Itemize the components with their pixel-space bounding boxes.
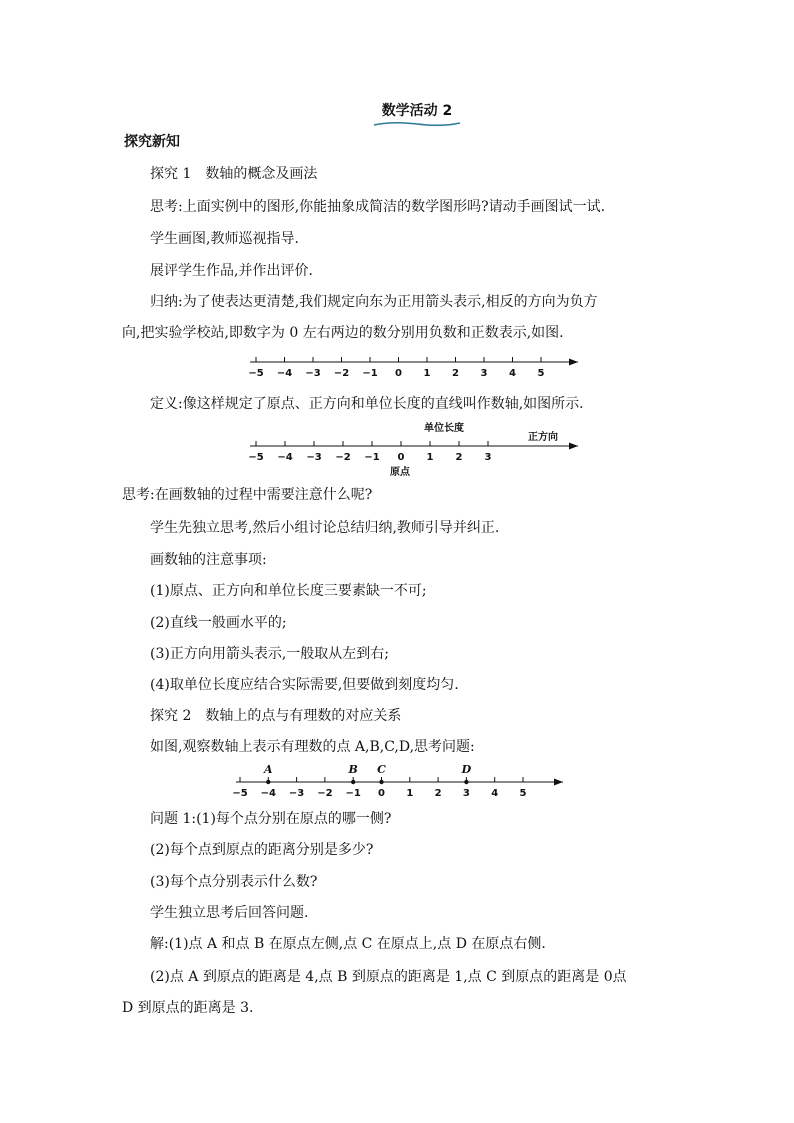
tick-label: 2 [434, 788, 442, 799]
tick-label: −3 [288, 788, 305, 799]
point-label-a: A [264, 763, 273, 776]
tick-label: 3 [462, 788, 470, 799]
solution-2-line-1: (2)点 A 到原点的距离是 4,点 B 到原点的距离是 1,点 C 到原点的距离是 0点 [150, 969, 627, 985]
tick-label: −2 [335, 452, 351, 463]
tick-label: 2 [452, 368, 459, 379]
question-3: (3)每个点分别表示什么数? [150, 874, 318, 890]
positive-direction-label: 正方向 [528, 432, 558, 443]
note-item-1: (1)原点、正方向和单位长度三要素缺一不可; [150, 583, 427, 599]
induction-line-2: 向,把实验学校站,即数字为 0 左右两边的数分别用负数和正数表示,如图. [122, 325, 564, 341]
note-item-4: (4)取单位长度应结合实际需要,但要做到刻度均匀. [150, 677, 459, 693]
tick-label: −3 [306, 452, 322, 463]
show-eval-text: 展评学生作品,并作出评价. [150, 263, 313, 279]
think-question-2: 思考:在画数轴的过程中需要注意什么呢? [122, 487, 373, 503]
tick-label: 0 [397, 452, 405, 463]
point-label-c: C [377, 763, 386, 776]
tick-label: 5 [537, 368, 545, 379]
tick-label: −4 [277, 452, 293, 463]
tick-label: −1 [345, 788, 361, 799]
tick-label: −1 [364, 452, 380, 463]
tick-label: −3 [305, 368, 321, 379]
tick-label: −5 [248, 368, 264, 379]
tick-label: −5 [232, 788, 248, 799]
tick-label: 1 [423, 368, 431, 379]
page-title: 数学活动 2 [381, 103, 453, 119]
tick-label: 5 [519, 788, 527, 799]
point-marker-a [266, 780, 270, 784]
unit-length-label: 单位长度 [424, 423, 464, 434]
explore2-title: 探究 2 数轴上的点与有理数的对应关系 [150, 708, 402, 724]
notes-title: 画数轴的注意事项: [150, 552, 267, 568]
student-draw-text: 学生画图,教师巡视指导. [150, 231, 299, 247]
point-label-b: B [348, 763, 358, 776]
point-marker-c [379, 780, 383, 784]
point-marker-b [351, 780, 355, 784]
question-1: 问题 1:(1)每个点分别在原点的哪一侧? [150, 811, 392, 827]
origin-label: 原点 [390, 467, 410, 478]
observe-text: 如图,观察数轴上表示有理数的点 A,B,C,D,思考问题: [150, 739, 475, 755]
tick-label: 1 [406, 788, 414, 799]
tick-label: 0 [395, 368, 402, 379]
question-2: (2)每个点到原点的距离分别是多少? [150, 842, 374, 858]
tick-label: −4 [276, 368, 293, 379]
tick-label: 3 [480, 368, 488, 379]
tick-label: 4 [491, 788, 499, 799]
student-think-text: 学生先独立思考,然后小组讨论总结归纳,教师引导并纠正. [150, 520, 500, 536]
note-item-2: (2)直线一般画水平的; [150, 615, 287, 631]
axis-arrow-icon [554, 779, 563, 786]
answer-intro: 学生独立思考后回答问题. [150, 905, 309, 921]
tick-label: −2 [317, 788, 333, 799]
tick-label: 3 [484, 452, 492, 463]
tick-label: 0 [378, 788, 385, 799]
tick-label: 2 [455, 452, 463, 463]
tick-label: −5 [248, 452, 264, 463]
section-heading: 探究新知 [124, 134, 180, 150]
induction-line-1: 归纳:为了使表达更清楚,我们规定向东为正用箭头表示,相反的方向为负方 [150, 294, 598, 310]
tick-label: −1 [362, 368, 378, 379]
solution-1: 解:(1)点 A 和点 B 在原点左侧,点 C 在原点上,点 D 在原点右侧. [150, 936, 546, 952]
tick-label: −2 [333, 368, 350, 379]
definition-text: 定义:像这样规定了原点、正方向和单位长度的直线叫作数轴,如图所示. [150, 396, 584, 412]
solution-2-line-2: D 到原点的距离是 3. [122, 1000, 254, 1016]
explore1-title: 探究 1 数轴的概念及画法 [150, 166, 318, 182]
tick-label: 1 [426, 452, 434, 463]
tick-label: 4 [509, 368, 516, 379]
think-question-1: 思考:上面实例中的图形,你能抽象成简洁的数学图形吗?请动手画图试一试. [150, 199, 606, 215]
point-marker-d [464, 780, 468, 784]
tick-label: −4 [260, 788, 276, 799]
note-item-3: (3)正方向用箭头表示,一般取从左到右; [150, 646, 389, 662]
point-label-d: D [461, 763, 472, 776]
